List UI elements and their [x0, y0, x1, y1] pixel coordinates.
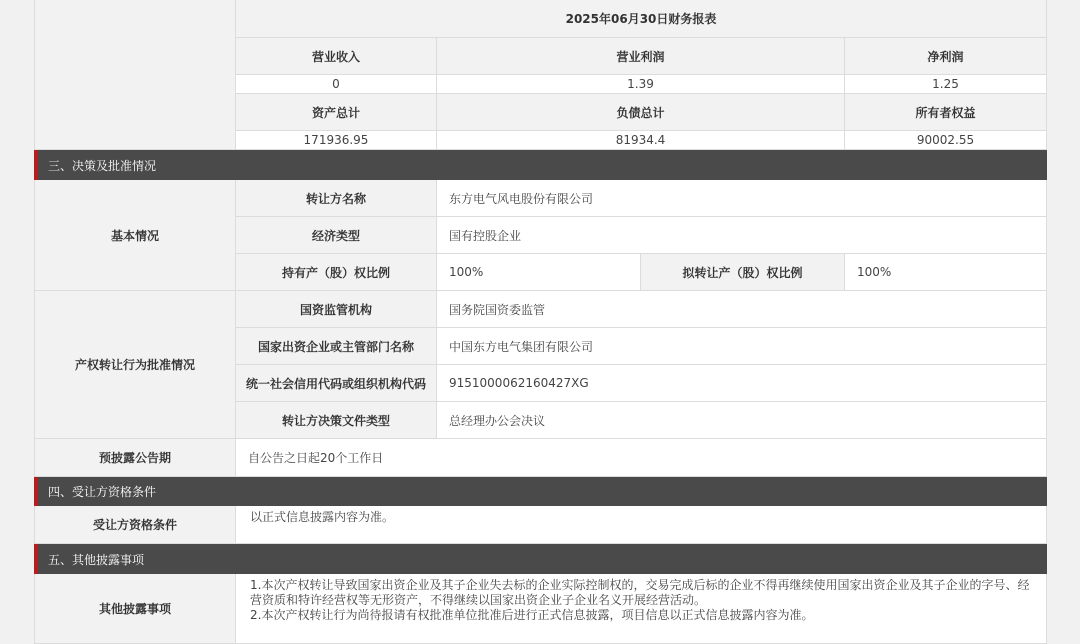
decision-doc-type-value: 总经理办公会决议: [437, 402, 1047, 439]
credit-code-label: 统一社会信用代码或组织机构代码: [236, 365, 437, 402]
section-title: 三、决策及批准情况: [48, 158, 157, 173]
basic-info-label: 基本情况: [34, 180, 236, 291]
transferee-qualification-label: 受让方资格条件: [34, 506, 236, 544]
regulator-value: 国务院国资委监管: [437, 291, 1047, 328]
section-accent-bar: [34, 477, 38, 506]
net-profit-value: 1.25: [845, 75, 1047, 94]
operating-profit-value: 1.39: [437, 75, 845, 94]
planned-transfer-ratio-label: 拟转让产（股）权比例: [641, 254, 845, 291]
approval-info-label: 产权转让行为批准情况: [34, 291, 236, 439]
total-liabilities-value: 81934.4: [437, 131, 845, 150]
decision-doc-type-label: 转让方决策文件类型: [236, 402, 437, 439]
section-title: 五、其他披露事项: [48, 552, 145, 567]
disclosure-table: [34, 0, 1047, 644]
pre-disclosure-period-value: 自公告之日起20个工作日: [236, 439, 1047, 477]
finance-left-blank: [34, 0, 236, 150]
qualification-text: 以正式信息披露内容为准。: [250, 510, 395, 524]
state-enterprise-label: 国家出资企业或主管部门名称: [236, 328, 437, 365]
economic-type-label: 经济类型: [236, 217, 437, 254]
total-assets-value: 171936.95: [236, 131, 437, 150]
owners-equity-header: 所有者权益: [845, 94, 1047, 131]
holding-ratio-label: 持有产（股）权比例: [236, 254, 437, 291]
state-enterprise-value: 中国东方电气集团有限公司: [437, 328, 1047, 365]
pre-disclosure-period-label: 预披露公告期: [34, 439, 236, 477]
section-header-decision: [34, 150, 1047, 180]
section-accent-bar: [34, 544, 38, 574]
total-liabilities-header: 负债总计: [437, 94, 845, 131]
credit-code-value: 9151000062160427XG: [437, 365, 1047, 402]
section-header-qualification: [34, 477, 1047, 506]
regulator-label: 国资监管机构: [236, 291, 437, 328]
finance-report-title: 2025年06月30日财务报表: [236, 0, 1047, 38]
total-assets-header: 资产总计: [236, 94, 437, 131]
other-disclosure-line: 1.本次产权转让导致国家出资企业及其子企业失去标的企业实际控制权的，交易完成后标的企业不得再继续使用国家出资企业及其子企业的字号、经: [250, 578, 1030, 592]
revenue-value: 0: [236, 75, 437, 94]
section-title: 四、受让方资格条件: [48, 485, 157, 499]
net-profit-header: 净利润: [845, 38, 1047, 75]
transferor-name-label: 转让方名称: [236, 180, 437, 217]
economic-type-value: 国有控股企业: [437, 217, 1047, 254]
planned-transfer-ratio-value: 100%: [845, 254, 1047, 291]
other-disclosure-value: [236, 574, 1047, 644]
section-accent-bar: [34, 150, 38, 180]
operating-profit-header: 营业利润: [437, 38, 845, 75]
revenue-header: 营业收入: [236, 38, 437, 75]
transferor-name-value: 东方电气风电股份有限公司: [437, 180, 1047, 217]
other-disclosure-line: 营资质和特许经营权等无形资产，不得继续以国家出资企业子企业名义开展经营活动。: [250, 593, 707, 607]
owners-equity-value: 90002.55: [845, 131, 1047, 150]
transferee-qualification-value: [236, 506, 1047, 544]
section-header-other: [34, 544, 1047, 574]
other-disclosure-label: 其他披露事项: [34, 574, 236, 644]
holding-ratio-value: 100%: [437, 254, 641, 291]
other-disclosure-line: 2.本次产权转让行为尚待报请有权批准单位批准后进行正式信息披露，项目信息以正式信息披露内容为准。: [250, 608, 814, 622]
